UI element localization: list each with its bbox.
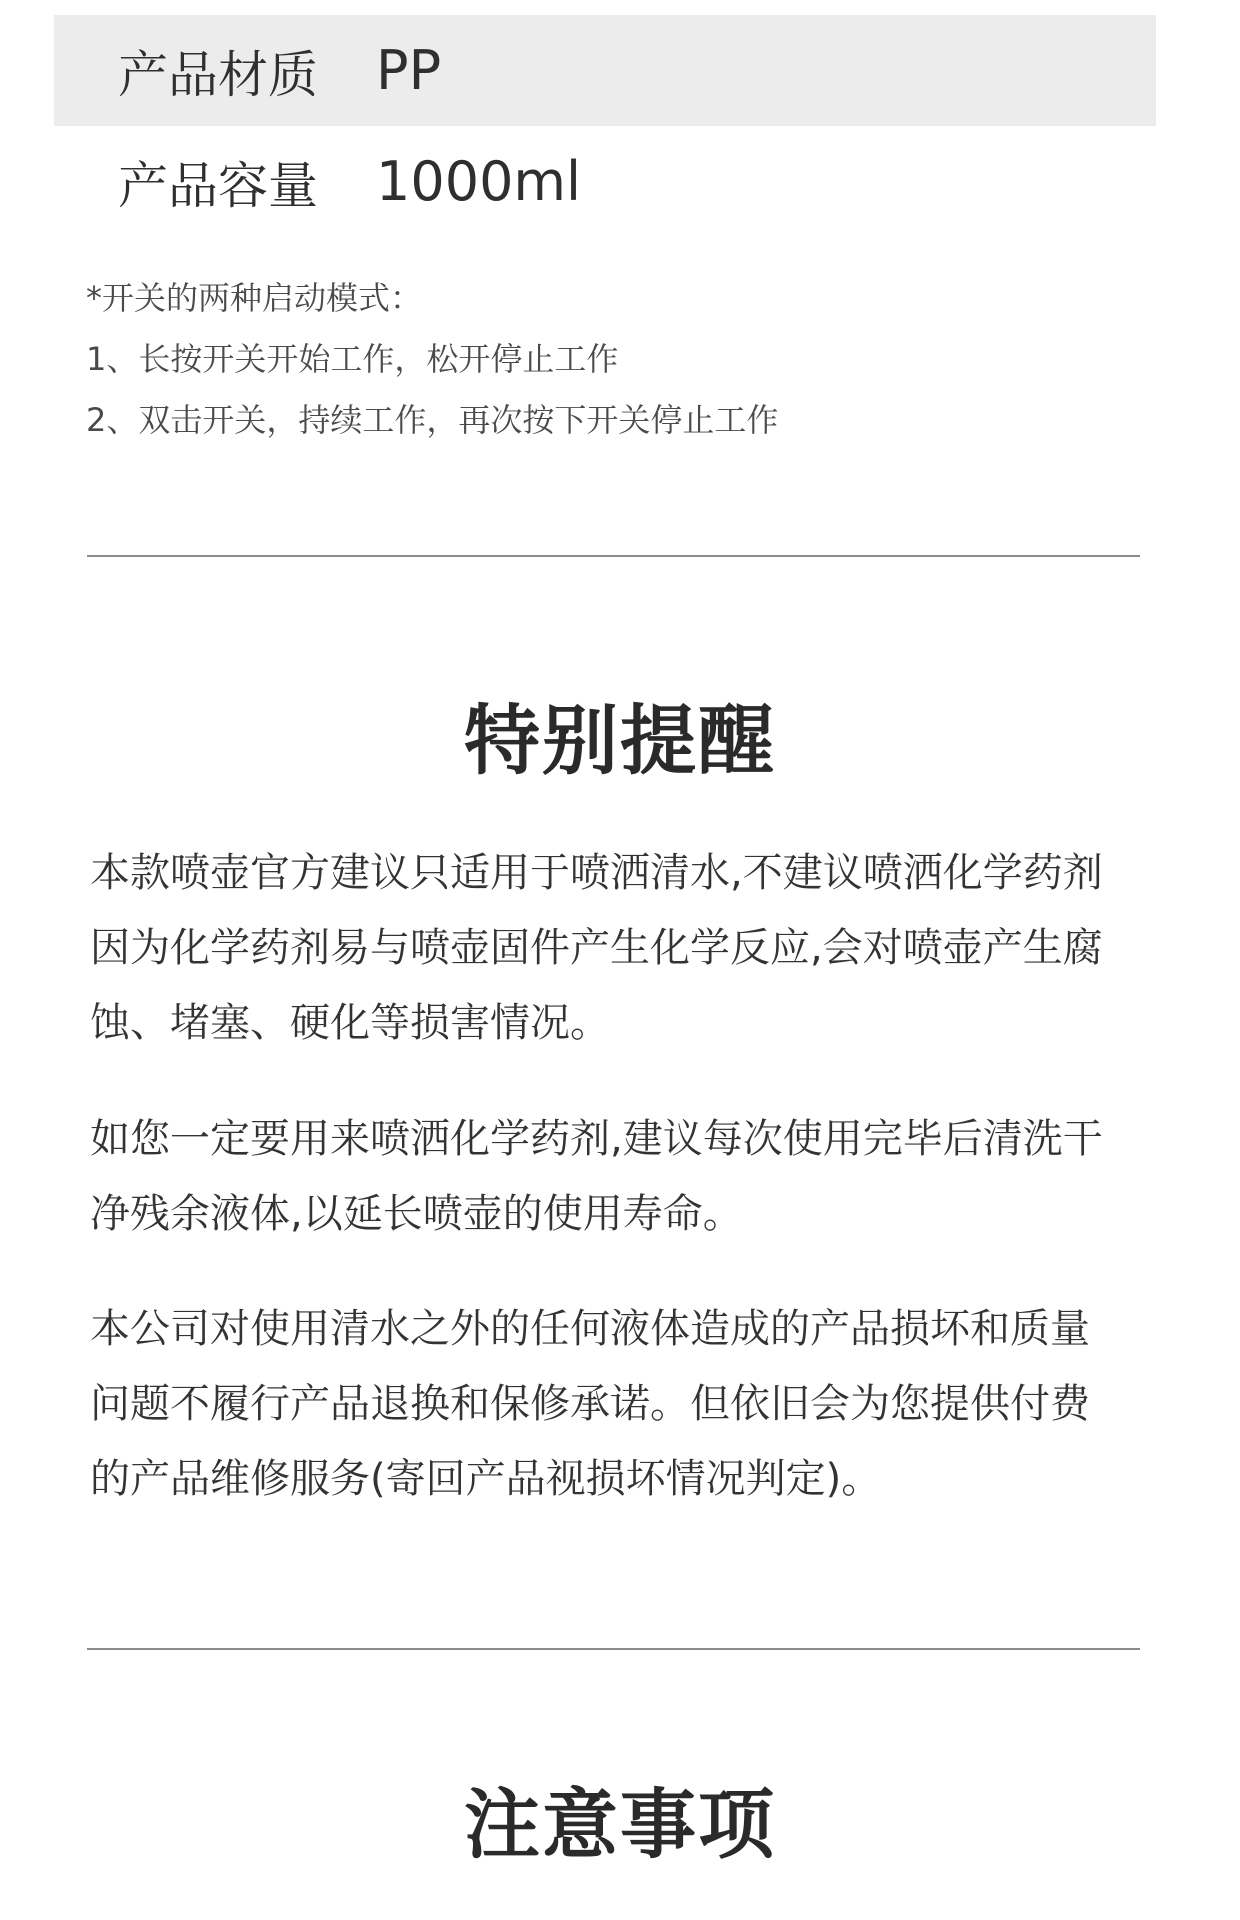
spec-row-capacity: [54, 126, 1156, 237]
paragraph-line: 问题不履行产品退换和保修承诺。但依旧会为您提供付费: [90, 1381, 1090, 1427]
paragraph-line: 蚀、堵塞、硬化等损害情况。: [90, 1000, 610, 1046]
spec-label: 产品材质: [118, 45, 318, 104]
reminder-title: 特别提醒: [464, 696, 776, 785]
spec-value: PP: [376, 39, 442, 102]
mode-item: 1、长按开关开始工作，松开停止工作: [86, 340, 619, 378]
spec-value: 1000ml: [376, 150, 582, 213]
paragraph-line: 本款喷壶官方建议只适用于喷洒清水,不建议喷洒化学药剂: [90, 850, 1103, 896]
mode-item: 2、双击开关，持续工作，再次按下开关停止工作: [86, 401, 779, 439]
notes-title: 注意事项: [464, 1780, 776, 1869]
modes-intro: *开关的两种启动模式：: [86, 279, 423, 317]
spec-table: [54, 15, 1156, 237]
spec-label: 产品容量: [118, 156, 318, 215]
spec-row-material: [54, 15, 1156, 126]
reminder-paragraph: [90, 836, 1170, 1061]
paragraph-line: 如您一定要用来喷洒化学药剂,建议每次使用完毕后清洗干: [90, 1116, 1103, 1162]
paragraph-line: 本公司对使用清水之外的任何液体造成的产品损坏和质量: [90, 1306, 1090, 1352]
paragraph-line: 的产品维修服务(寄回产品视损坏情况判定)。: [90, 1456, 882, 1502]
divider: [87, 555, 1140, 557]
paragraph-line: 因为化学药剂易与喷壶固件产生化学反应,会对喷壶产生腐: [90, 925, 1103, 971]
divider: [87, 1648, 1140, 1650]
reminder-paragraph: [90, 1102, 1170, 1252]
switch-modes-note: [86, 268, 778, 451]
paragraph-line: 净残余液体,以延长喷壶的使用寿命。: [90, 1191, 743, 1237]
reminder-paragraph: [90, 1292, 1170, 1517]
